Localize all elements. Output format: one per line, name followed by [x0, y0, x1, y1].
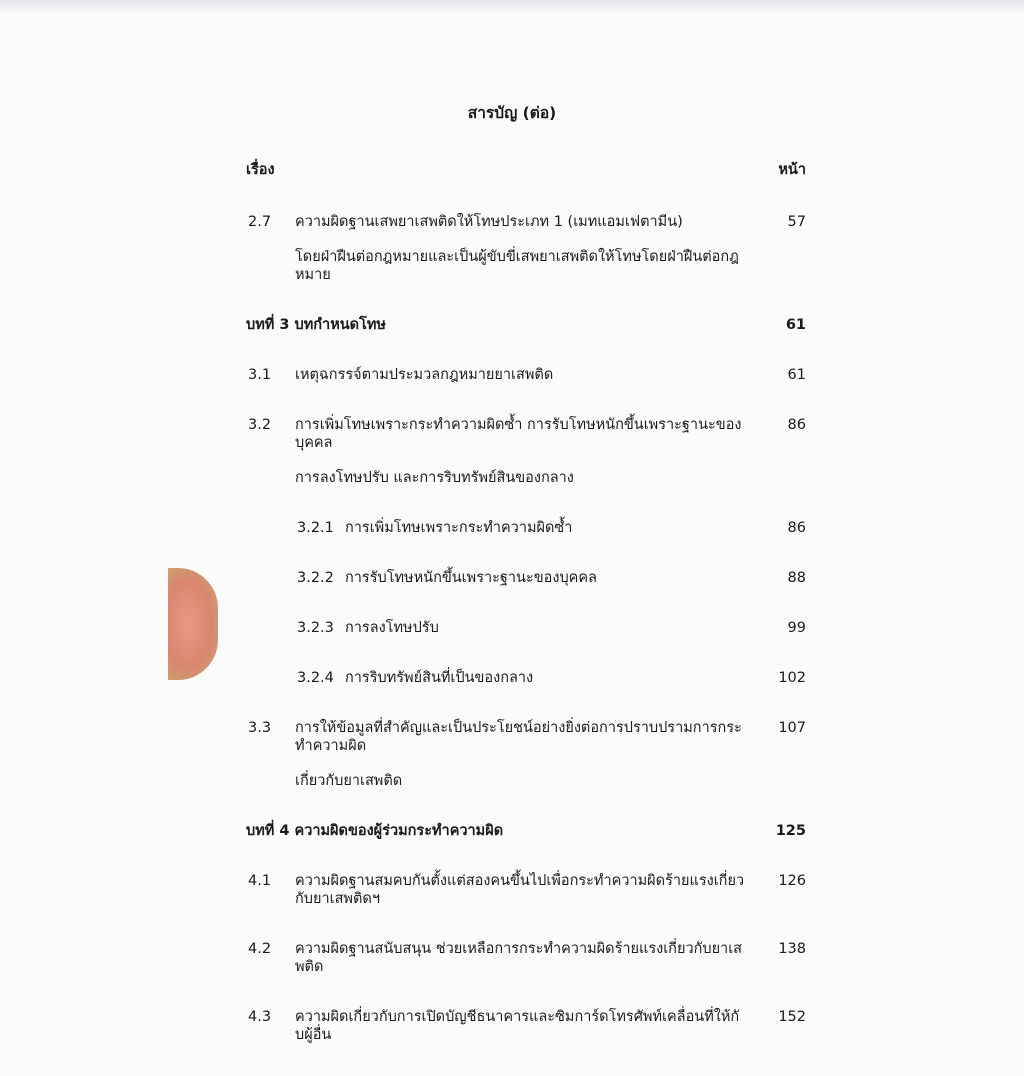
toc-entry: [246, 940, 806, 976]
toc-entry: [246, 416, 806, 487]
entry-text: [345, 569, 748, 587]
entry-page-number: 86: [787, 417, 806, 433]
entry-title: การลงโทษปรับ: [345, 620, 439, 636]
entry-title: โดยฝ่าฝืนต่อกฎหมายและเป็นผู้ขับขี่เสพยาเสพติดให้โทษโดยฝ่าฝืนต่อกฎหมาย: [295, 249, 739, 283]
entry-text: [295, 1008, 748, 1044]
entry-title: ความผิดฐานเสพยาเสพติดให้โทษประเภท 1 (เมทแอมเฟตามีน): [295, 214, 683, 230]
toc-entry: [246, 569, 806, 587]
header-topic: เรื่อง: [246, 162, 275, 178]
entry-text: [246, 822, 748, 840]
toc-entry: [246, 519, 806, 537]
toc-entry: [246, 719, 806, 790]
entry-page-number: 152: [778, 1009, 806, 1025]
entry-text: [295, 940, 748, 976]
entry-text: [345, 519, 748, 537]
entry-title: ความผิดฐานสมคบกันตั้งแต่สองคนขึ้นไปเพื่อกระทำความผิดร้ายแรงเกี่ยวกับยาเสพติดฯ: [295, 873, 745, 907]
chapter-title: บทที่ 4 ความผิดของผู้ร่วมกระทำความผิด: [246, 823, 504, 839]
entry-number: 2.7: [248, 214, 272, 230]
entry-title: การริบทรัพย์สินที่เป็นของกลาง: [345, 670, 534, 686]
entry-page-number: 107: [778, 720, 806, 736]
entry-number: 3.1: [248, 367, 272, 383]
entry-page-number: 99: [787, 620, 806, 636]
entry-page-number: 138: [778, 941, 806, 957]
entry-number: 4.1: [248, 873, 272, 889]
entry-page-number: 61: [785, 317, 806, 333]
entry-page-number: 88: [787, 570, 806, 586]
entry-number: 3.2.1: [297, 520, 334, 536]
entry-title: เหตุฉกรรจ์ตามประมวลกฎหมายยาเสพติด: [295, 367, 554, 383]
toc-entry: [246, 669, 806, 687]
entry-title: การให้ข้อมูลที่สำคัญและเป็นประโยชน์อย่างยิ่งต่อการปราบปรามการกระทำความผิด: [295, 720, 742, 754]
entry-number: 4.2: [248, 941, 272, 957]
entry-title: การลงโทษปรับ และการริบทรัพย์สินของกลาง: [295, 470, 574, 486]
entry-title: การเพิ่มโทษเพราะกระทำความผิดซ้ำ: [345, 520, 573, 536]
toc-entry: [246, 213, 806, 284]
entry-number: 3.2: [248, 417, 272, 433]
entry-text: [295, 872, 748, 908]
chapter-title: บทที่ 3 บทกำหนดโทษ: [246, 317, 386, 333]
finger-photo-artifact: [168, 568, 218, 680]
entry-text: [345, 669, 748, 687]
entry-page-number: 102: [778, 670, 806, 686]
entry-title: การเพิ่มโทษเพราะกระทำความผิดซ้ำ การรับโทษหนักขึ้นเพราะฐานะของบุคคล: [295, 417, 742, 451]
table-of-contents: [246, 213, 806, 1076]
entry-number: 3.2.2: [297, 570, 334, 586]
header-page: หน้า: [778, 162, 806, 178]
entry-number: 3.3: [248, 720, 272, 736]
chapter-row: [246, 822, 806, 840]
entry-text: [295, 366, 748, 384]
entry-title: ความผิดฐานสนับสนุน ช่วยเหลือการกระทำความผิดร้ายแรงเกี่ยวกับยาเสพติด: [295, 941, 743, 975]
entry-title: เกี่ยวกับยาเสพติด: [295, 773, 403, 789]
toc-entry: [246, 872, 806, 908]
entry-page-number: 126: [778, 873, 806, 889]
entry-page-number: 57: [787, 214, 806, 230]
entry-number: 3.2.3: [297, 620, 334, 636]
toc-entry: [246, 619, 806, 637]
page-title: สารบัญ (ต่อ): [467, 104, 557, 122]
entry-text: [295, 416, 748, 487]
entry-text: [246, 316, 748, 334]
entry-text: [295, 719, 748, 790]
entry-number: 3.2.4: [297, 670, 334, 686]
toc-entry: [246, 1008, 806, 1044]
toc-entry: [246, 366, 806, 384]
page-edge: [0, 0, 1024, 14]
entry-text: [345, 619, 748, 637]
entry-text: [295, 213, 748, 284]
entry-page-number: 125: [775, 823, 806, 839]
entry-page-number: 86: [787, 520, 806, 536]
entry-title: ความผิดเกี่ยวกับการเปิดบัญชีธนาคารและซิมการ์ดโทรศัพท์เคลื่อนที่ให้กับผู้อื่น: [295, 1009, 740, 1043]
entry-number: 4.3: [248, 1009, 272, 1025]
entry-title: การรับโทษหนักขึ้นเพราะฐานะของบุคคล: [345, 570, 597, 586]
chapter-row: [246, 316, 806, 334]
entry-page-number: 61: [787, 367, 806, 383]
